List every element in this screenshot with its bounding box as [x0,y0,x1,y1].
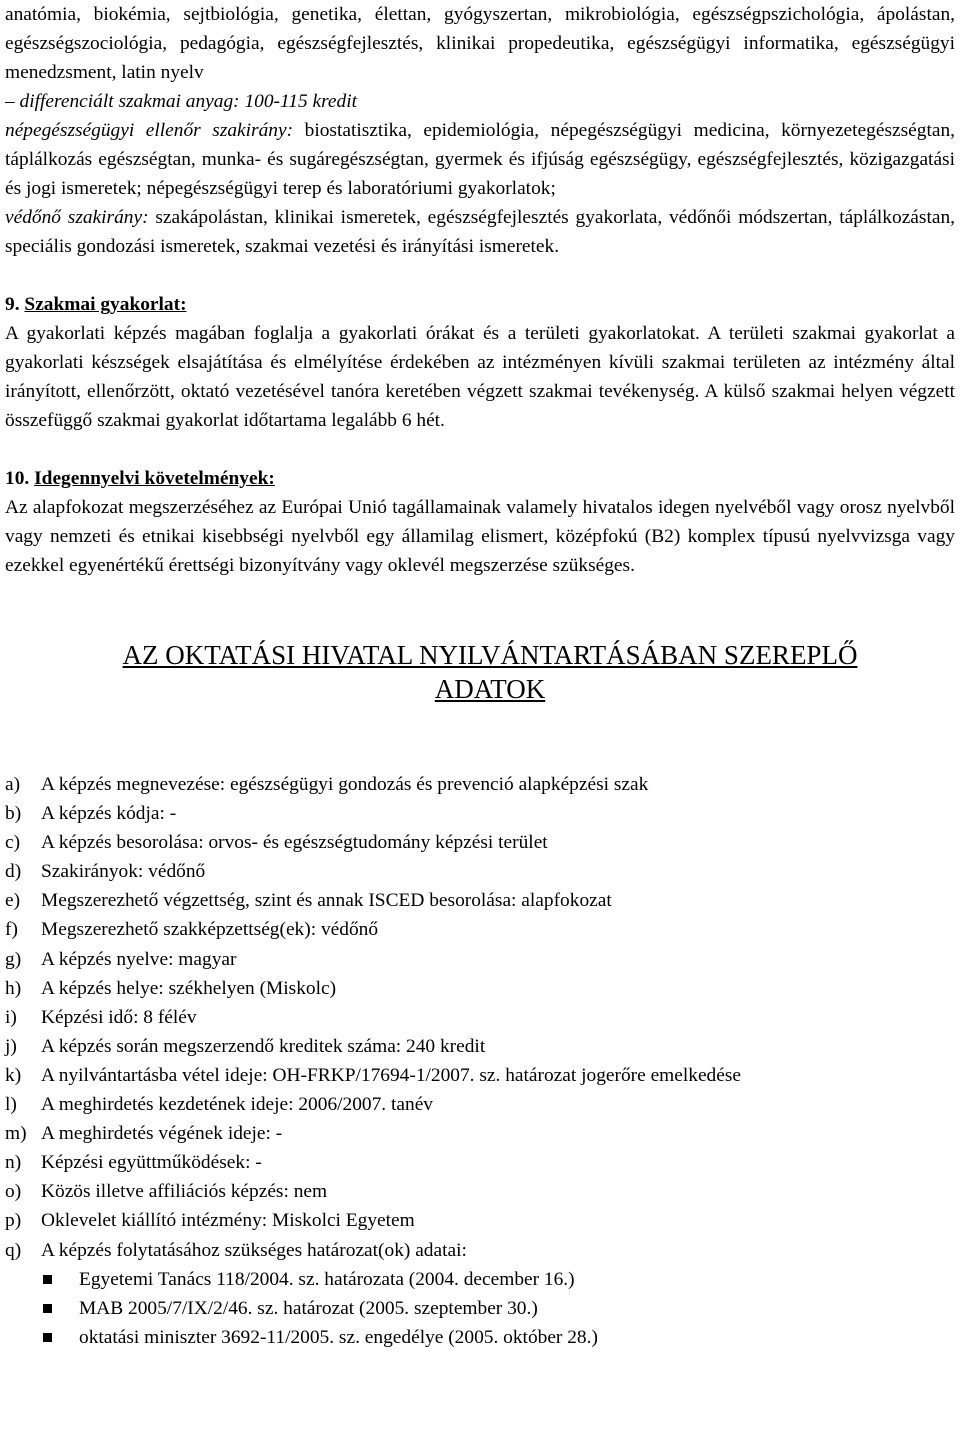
list-item [5,1148,955,1177]
section-9-title: Szakmai gyakorlat: [24,294,187,315]
list-item-letter: n) [5,1152,22,1174]
list-item-text: A meghirdetés végének ideje: - [41,1123,283,1145]
list-item-letter: e) [5,890,21,912]
list-item-letter: p) [5,1210,22,1232]
health-visitor-track-paragraph [5,203,955,261]
list-item-text: A képzés során megszerzendő kreditek száma: 240 kredit [41,1035,486,1057]
list-item [5,828,955,857]
list-item-letter: c) [5,832,21,854]
list-item-letter: g) [5,948,22,970]
list-item-letter: j) [5,1035,17,1057]
list-item-text: Oklevelet kiállító intézmény: Miskolci Egyetem [41,1210,415,1232]
list-item-text: Képzési együttműködések: - [41,1152,262,1174]
list-item [5,886,955,915]
list-item [5,945,955,974]
bullet-item [5,1265,955,1294]
list-item-text: A képzés nyelve: magyar [41,948,237,970]
health-visitor-track-label: védőnő szakirány: [5,207,149,228]
public-health-track-text: biostatisztika, epidemiológia, népegészségügyi medicina, környezetegészségtan, táplálkozás egészségtan, munka- és sugáregészségtan, gyermek és ifjúság egészségügy, egészségfejlesztés, közigazgatási és jogi ismeretek; népegészségügyi terep és laboratóriumi gyakorlatok; [5,120,955,199]
list-item [5,799,955,828]
registry-data-title [5,638,955,706]
list-item-text: Megszerezhető végzettség, szint és annak ISCED besorolása: alapfokozat [41,890,612,912]
list-item-letter: a) [5,774,21,795]
differentiated-credits-line: – differenciált szakmai anyag: 100-115 kredit [5,91,358,112]
public-health-track-paragraph [5,116,955,203]
list-item-text: A meghirdetés kezdetének ideje: 2006/2007. tanév [41,1094,433,1116]
list-item-letter: o) [5,1181,22,1203]
section-10-title: Idegennyelvi követelmények: [34,468,275,489]
list-item-letter: k) [5,1064,22,1086]
list-item-text: Képzési idő: 8 félév [41,1006,197,1028]
registry-data-title-line2: ADATOK [434,674,546,704]
list-item [5,1119,955,1148]
list-item-letter: q) [5,1239,22,1261]
list-item-text: A képzés folytatásához szükséges határozat(ok) adatai: [41,1239,467,1261]
bullet-item-text: MAB 2005/7/IX/2/46. sz. határozat (2005. szeptember 30.) [79,1297,538,1319]
bullet-item-text: oktatási miniszter 3692-11/2005. sz. engedélye (2005. október 28.) [79,1326,598,1348]
bullet-item-text: Egyetemi Tanács 118/2004. sz. határozata (2004. december 16.) [79,1268,575,1290]
health-visitor-track-text: szakápolástan, klinikai ismeretek, egészségfejlesztés gyakorlata, védőnői módszertan, táplálkozástan, speciális gondozási ismeretek, szakmai vezetési és irányítási ismeretek. [5,207,955,257]
list-item-text: Megszerezhető szakképzettség(ek): védőnő [41,919,379,941]
section-9-text: A gyakorlati képzés magában foglalja a gyakorlati órákat és a területi gyakorlatokat. A területi szakmai gyakorlat a gyakorlati készségek elsajátítása és elmélyítése érdekében az intézményen kívüli szakmai területen az intézmény által irányított, ellenőrzött, oktató vezetésével tanóra keretében végzett szakmai tevékenység. A külső szakmai helyen végzett összefüggő szakmai gyakorlat időtartama legalább 6 hét. [5,323,955,431]
list-item [5,1032,955,1061]
list-item [5,1236,955,1265]
list-item [5,1177,955,1206]
square-bullet-icon [41,1294,79,1323]
list-item-text: Közös illetve affiliációs képzés: nem [41,1181,328,1203]
square-bullet-icon [41,1323,79,1352]
section-9-number: 9. [5,294,20,315]
list-item-letter: f) [5,919,18,941]
section-10-heading [5,464,955,493]
list-item [5,1061,955,1090]
list-item [5,1003,955,1032]
list-item [5,857,955,886]
bullet-item [5,1294,955,1323]
list-item-letter: m) [5,1123,27,1145]
list-item [5,915,955,944]
list-item [5,1090,955,1119]
list-item-letter: l) [5,1094,17,1116]
list-item [5,1206,955,1235]
registry-data-list [5,770,955,1352]
bullet-item [5,1323,955,1352]
section-10-number: 10. [5,468,30,489]
list-item-text: Szakirányok: védőnő [41,861,206,883]
list-item [5,770,955,799]
list-item-text: A képzés helye: székhelyen (Miskolc) [41,977,337,999]
square-bullet-icon [41,1265,79,1294]
list-item-text: A képzés kódja: - [41,803,177,825]
list-item-text: A képzés megnevezése: egészségügyi gondozás és prevenció alapképzési szak [41,774,649,795]
list-item-letter: d) [5,861,22,883]
subject-list-paragraph: anatómia, biokémia, sejtbiológia, genetika, élettan, gyógyszertan, mikrobiológia, egészségpszichológia, ápolástan, egészségszociológia, pedagógia, egészségfejlesztés, klinikai propedeutika, egészségügyi informatika, egészségügyi menedzsment, latin nyelv [5,4,955,83]
section-10-text: Az alapfokozat megszerzéséhez az Európai Unió tagállamainak valamely hivatalos idegen nyelvéből vagy orosz nyelvből vagy nemzeti és etnikai kisebbségi nyelvből egy államilag elismert, középfokú (B2) komplex típusú nyelvvizsga vagy ezekkel egyenértékű érettségi bizonyítvány vagy oklevél megszerzése szükséges. [5,497,955,576]
document-page [5,0,955,1352]
section-9-heading [5,290,955,319]
registry-data-title-line1: AZ OKTATÁSI HIVATAL NYILVÁNTARTÁSÁBAN SZEREPLŐ [122,640,858,670]
list-item-text: A képzés besorolása: orvos- és egészségtudomány képzési terület [41,832,548,854]
list-item [5,974,955,1003]
list-item-text: A nyilvántartásba vétel ideje: OH-FRKP/17694-1/2007. sz. határozat jogerőre emelkedése [41,1064,742,1086]
list-item-letter: b) [5,803,22,825]
public-health-track-label: népegészségügyi ellenőr szakirány: [5,120,294,141]
list-item-letter: i) [5,1006,17,1028]
list-item-letter: h) [5,977,22,999]
